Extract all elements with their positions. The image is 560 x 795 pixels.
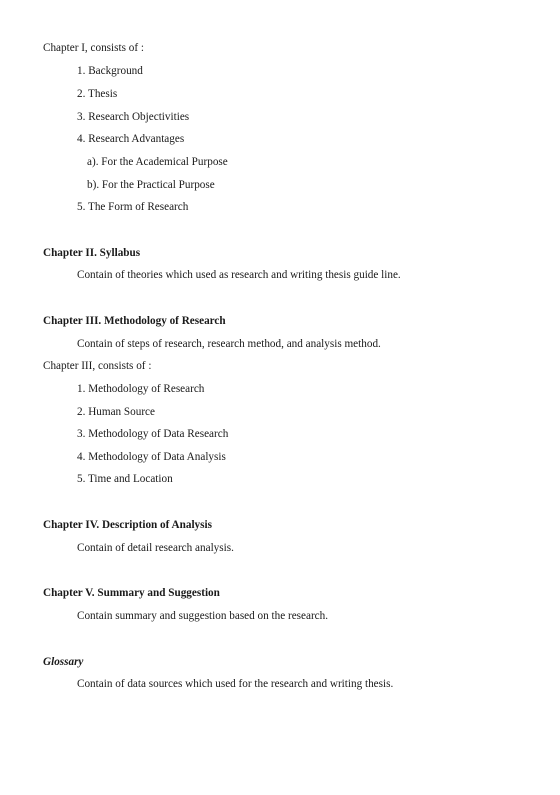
chapter4-heading: Chapter IV. Description of Analysis: [43, 519, 212, 531]
chapter1-item-5: 5. The Form of Research: [77, 201, 189, 213]
chapter3-intro: Chapter III, consists of :: [43, 360, 152, 372]
chapter1-item-2: 2. Thesis: [77, 88, 118, 100]
glossary-heading: Glossary: [43, 656, 84, 668]
glossary-desc: Contain of data sources which used for the research and writing thesis.: [77, 678, 394, 690]
chapter1-item-3: 3. Research Objectivities: [77, 111, 190, 123]
chapter1-item-1: 1. Background: [77, 65, 143, 77]
chapter1-subitem-a: a). For the Academical Purpose: [87, 156, 228, 168]
chapter3-item-3: 3. Methodology of Data Research: [77, 428, 229, 440]
chapter3-item-2: 2. Human Source: [77, 406, 155, 418]
chapter1-item-4: 4. Research Advantages: [77, 133, 185, 145]
chapter5-heading: Chapter V. Summary and Suggestion: [43, 587, 220, 599]
chapter4-desc: Contain of detail research analysis.: [77, 542, 234, 554]
chapter3-item-1: 1. Methodology of Research: [77, 383, 205, 395]
chapter1-subitem-b: b). For the Practical Purpose: [87, 179, 215, 191]
chapter3-desc: Contain of steps of research, research method, and analysis method.: [77, 338, 381, 350]
chapter2-desc: Contain of theories which used as research and writing thesis guide line.: [77, 269, 401, 281]
chapter1-intro: Chapter I, consists of :: [43, 42, 144, 54]
chapter2-heading: Chapter II. Syllabus: [43, 247, 141, 259]
chapter3-item-4: 4. Methodology of Data Analysis: [77, 451, 226, 463]
chapter3-heading: Chapter III. Methodology of Research: [43, 315, 226, 327]
chapter3-item-5: 5. Time and Location: [77, 473, 173, 485]
chapter5-desc: Contain summary and suggestion based on the research.: [77, 610, 329, 622]
